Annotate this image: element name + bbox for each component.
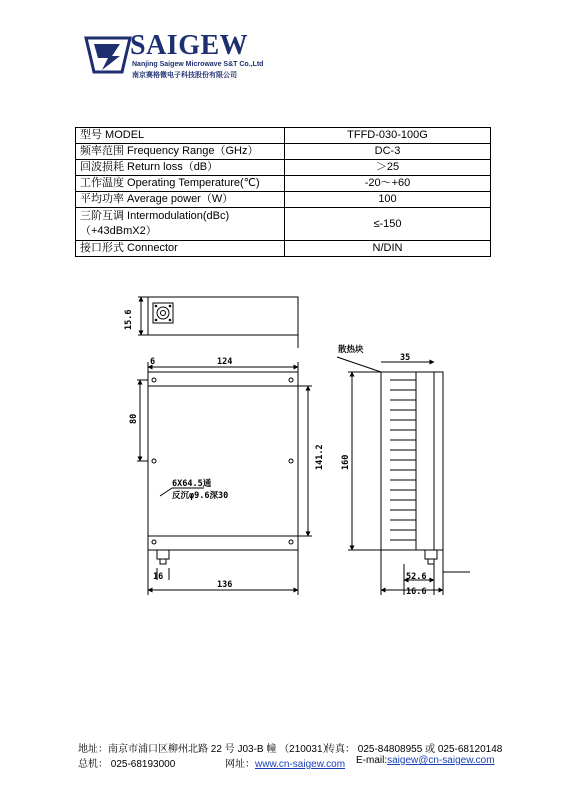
website-link[interactable]: www.cn-saigew.com bbox=[255, 759, 346, 770]
dim-141-2: 141.2 bbox=[315, 444, 325, 470]
footer-email bbox=[356, 755, 495, 766]
top-connector-icon bbox=[153, 303, 173, 323]
table-row bbox=[76, 144, 491, 160]
dim-136: 136 bbox=[217, 580, 233, 590]
spec-table bbox=[75, 127, 491, 257]
spec-value: TFFD-030-100G bbox=[285, 128, 491, 144]
spec-label: 工作温度 Operating Temperature(℃) bbox=[76, 176, 285, 192]
saigew-logo-icon bbox=[84, 34, 132, 74]
heatsink-label: 散热块 bbox=[338, 345, 364, 355]
dim-124: 124 bbox=[217, 357, 233, 367]
table-row bbox=[76, 241, 491, 257]
spec-label-line1: 三阶互调 Intermodulation(dBc) bbox=[80, 210, 230, 222]
company-name-cn: 南京赛格微电子科技股份有限公司 bbox=[132, 72, 237, 79]
spec-value: 100 bbox=[285, 192, 491, 208]
spec-label: 接口形式 Connector bbox=[76, 241, 285, 257]
front-connector-icon bbox=[157, 550, 169, 559]
dim-80: 80 bbox=[129, 413, 139, 424]
dim-35: 35 bbox=[400, 353, 411, 363]
spec-value: DC-3 bbox=[285, 144, 491, 160]
side-connector-icon bbox=[425, 550, 437, 559]
front-view-body bbox=[148, 372, 298, 550]
table-row bbox=[76, 176, 491, 192]
hole-note-2: 反沉φ9.6深30 bbox=[172, 491, 229, 501]
footer-address: 地址：南京市浦口区柳州北路 22 号 J03-B 幢 （210031） bbox=[78, 744, 333, 755]
spec-label: 型号 MODEL bbox=[76, 128, 285, 144]
spec-label: 频率范围 Frequency Range（GHz） bbox=[76, 144, 285, 160]
spec-value: ≤-150 bbox=[285, 208, 491, 241]
footer-email-label: E-mail: bbox=[356, 755, 388, 766]
dim-6: 6 bbox=[150, 357, 156, 367]
dim-52-6: 52.6 bbox=[406, 572, 427, 582]
table-row bbox=[76, 128, 491, 144]
footer-phone: 总机： 025-68193000 bbox=[78, 759, 176, 770]
dim-16-6: 16.6 bbox=[406, 587, 427, 597]
company-name-en: Nanjing Saigew Microwave S&T Co.,Ltd bbox=[132, 61, 264, 68]
table-row bbox=[76, 208, 491, 241]
table-row bbox=[76, 192, 491, 208]
spec-label-line2: （+43dBmX2） bbox=[80, 225, 157, 237]
spec-label: 回波损耗 Return loss（dB） bbox=[76, 160, 285, 176]
footer-web bbox=[225, 755, 345, 770]
spec-value: ＞25 bbox=[285, 160, 491, 176]
footer-web-label: 网址： bbox=[225, 759, 255, 770]
mechanical-drawing bbox=[0, 280, 565, 610]
table-row bbox=[76, 160, 491, 176]
dim-15-6: 15.6 bbox=[124, 309, 134, 330]
dim-160: 160 bbox=[341, 454, 351, 470]
brand-name: SAIGEW bbox=[130, 30, 249, 61]
dim-16: 16 bbox=[153, 572, 164, 582]
spec-label bbox=[76, 208, 285, 241]
spec-value: N/DIN bbox=[285, 241, 491, 257]
email-link[interactable]: saigew@cn-saigew.com bbox=[387, 755, 495, 766]
heatsink-fins bbox=[390, 380, 416, 540]
spec-value: -20～+60 bbox=[285, 176, 491, 192]
footer-fax: 传真： 025-84808955 或 025-68120148 bbox=[325, 744, 503, 755]
hole-note-1: 6X64.5通 bbox=[172, 479, 212, 489]
spec-label: 平均功率 Average power（W） bbox=[76, 192, 285, 208]
